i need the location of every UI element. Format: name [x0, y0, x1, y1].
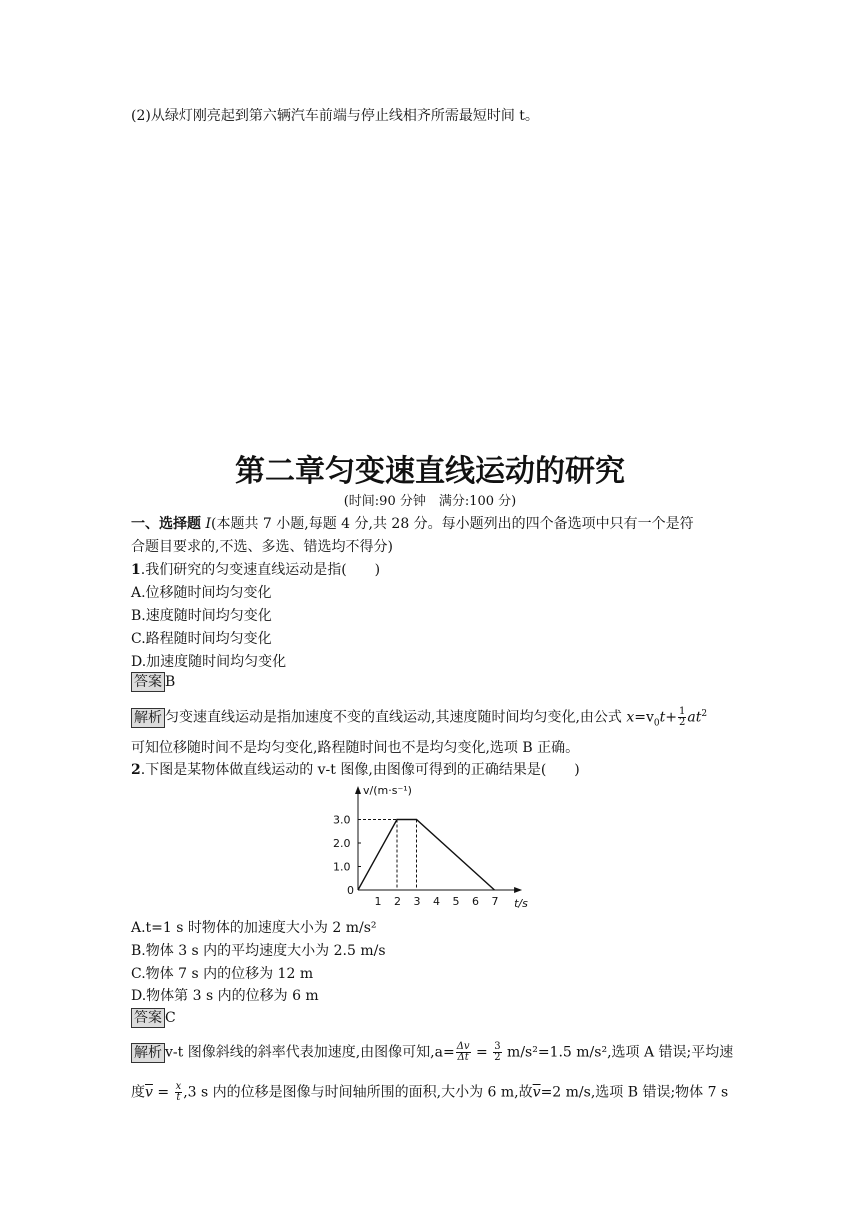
half-num: 1 — [679, 706, 686, 718]
three: 3 — [494, 1041, 501, 1052]
analysis-label: 解析 — [131, 1043, 165, 1063]
q1-option-c: C.路程随时间均匀变化 — [131, 631, 272, 647]
y-tick-label: 3.0 — [333, 813, 351, 827]
x-axis-arrow — [514, 887, 522, 893]
x-tick-label: 2 — [394, 895, 401, 908]
answer-label: 答案 — [131, 1008, 165, 1028]
velocity-series-line — [358, 820, 495, 891]
y-tick-label: 2.0 — [333, 837, 351, 850]
q2-answer — [131, 1008, 176, 1028]
q1-answer-value: B — [165, 674, 176, 690]
q2-answer-value: C — [165, 1010, 176, 1026]
x-tick-label: 1 — [374, 895, 382, 908]
v-bar-2: $\overline{v}$ — [532, 1084, 541, 1101]
three-halves-fraction — [493, 1042, 501, 1063]
x-tick-label: 3 — [413, 895, 421, 908]
two: 2 — [494, 1052, 501, 1063]
half-den: 2 — [679, 717, 686, 729]
x-tick-label: 7 — [491, 895, 499, 908]
q2-option-d: D.物体第 3 s 内的位移为 6 m — [131, 988, 319, 1004]
dv-dt-fraction — [456, 1042, 471, 1063]
formula-at: at — [687, 709, 702, 726]
formula-x: x — [626, 709, 635, 726]
q2-analysis-text-a: v-t 图像斜线的斜率代表加速度,由图像可知,a= — [165, 1044, 455, 1061]
q2-analysis-text-e: =2 m/s,选项 B 错误;物体 7 s — [540, 1084, 729, 1101]
q2-option-b: B.物体 3 s 内的平均速度大小为 2.5 m/s — [131, 943, 386, 959]
q1-option-d: D.加速度随时间均匀变化 — [131, 654, 287, 670]
eq-sign: = — [471, 1044, 493, 1061]
dv: Δv — [456, 1041, 470, 1052]
x-tick-label: 4 — [433, 895, 440, 908]
q1-number: 1 — [131, 562, 141, 578]
q1-analysis-line-2: 可知位移随时间不是均匀变化,路程随时间也不是均匀变化,选项 B 正确。 — [131, 740, 580, 756]
q1-option-b: B.速度随时间均匀变化 — [131, 608, 272, 624]
answer-label: 答案 — [131, 672, 165, 692]
vt-graph — [330, 782, 530, 912]
x-tick-label: 6 — [472, 895, 479, 908]
q2-analysis-text-b: m/s²=1.5 m/s²,选项 A 错误;平均速 — [502, 1044, 734, 1061]
section-desc-2: 合题目要求的,不选、多选、错选均不得分) — [131, 539, 393, 555]
q1-answer — [131, 672, 175, 692]
formula-sub0: 0 — [653, 718, 660, 729]
q1-analysis-line-1 — [131, 704, 707, 733]
q2-option-c: C.物体 7 s 内的位移为 12 m — [131, 966, 314, 982]
y-axis-arrow — [355, 786, 361, 794]
section-heading: 一、选择题 — [131, 516, 201, 532]
x-tick-label: 5 — [452, 895, 460, 908]
eq-sign: = — [152, 1084, 174, 1101]
analysis-label: 解析 — [131, 708, 165, 728]
section-header — [131, 514, 694, 534]
q1-stem — [131, 560, 380, 580]
ft: t — [176, 1092, 181, 1103]
section-roman: Ⅰ — [205, 516, 211, 532]
formula-sup: 2 — [701, 709, 708, 719]
origin-label: 0 — [347, 884, 354, 897]
chapter-subtitle: (时间:90 分钟 满分:100 分) — [343, 494, 517, 509]
q2-option-a: A.t=1 s 时物体的加速度大小为 2 m/s² — [131, 920, 377, 936]
q2-analysis-text-d: ,3 s 内的位移是图像与时间轴所围的面积,大小为 6 m,故 — [183, 1084, 533, 1101]
x-over-t-fraction — [175, 1082, 183, 1103]
q1-option-a: A.位移随时间均匀变化 — [131, 585, 272, 601]
v-bar: $\overline{v}$ — [145, 1084, 153, 1101]
y-tick-label: 1.0 — [333, 860, 351, 874]
q2-stem — [131, 760, 580, 780]
formula-t: t+ — [659, 709, 677, 726]
q2-analysis-text-c: 度 — [131, 1084, 145, 1101]
chapter-title: 第二章匀变速直线运动的研究 — [235, 454, 625, 489]
q2-analysis-line-1 — [131, 1042, 733, 1063]
q2-number: 2 — [131, 762, 141, 778]
q1-stem-text: .我们研究的匀变速直线运动是指( ) — [140, 562, 381, 578]
q2-stem-text: .下图是某物体做直线运动的 v-t 图像,由图像可得到的正确结果是( ) — [140, 762, 580, 778]
half-fraction — [678, 707, 686, 728]
top-question: (2)从绿灯刚亮起到第六辆汽车前端与停止线相齐所需最短时间 t。 — [131, 108, 539, 124]
fx: x — [175, 1081, 182, 1092]
dt: Δt — [457, 1052, 469, 1063]
section-desc-1: (本题共 7 小题,每题 4 分,共 28 分。每小题列出的四个备选项中只有一个是符 — [210, 516, 694, 532]
x-axis-label: t/s — [514, 897, 528, 910]
formula-eq: =v — [634, 709, 654, 726]
q2-analysis-line-2 — [131, 1082, 728, 1103]
q1-analysis-text: 匀变速直线运动是指加速度不变的直线运动,其速度随时间均匀变化,由公式 — [165, 709, 627, 726]
y-axis-label: v/(m·s⁻¹) — [363, 784, 412, 797]
